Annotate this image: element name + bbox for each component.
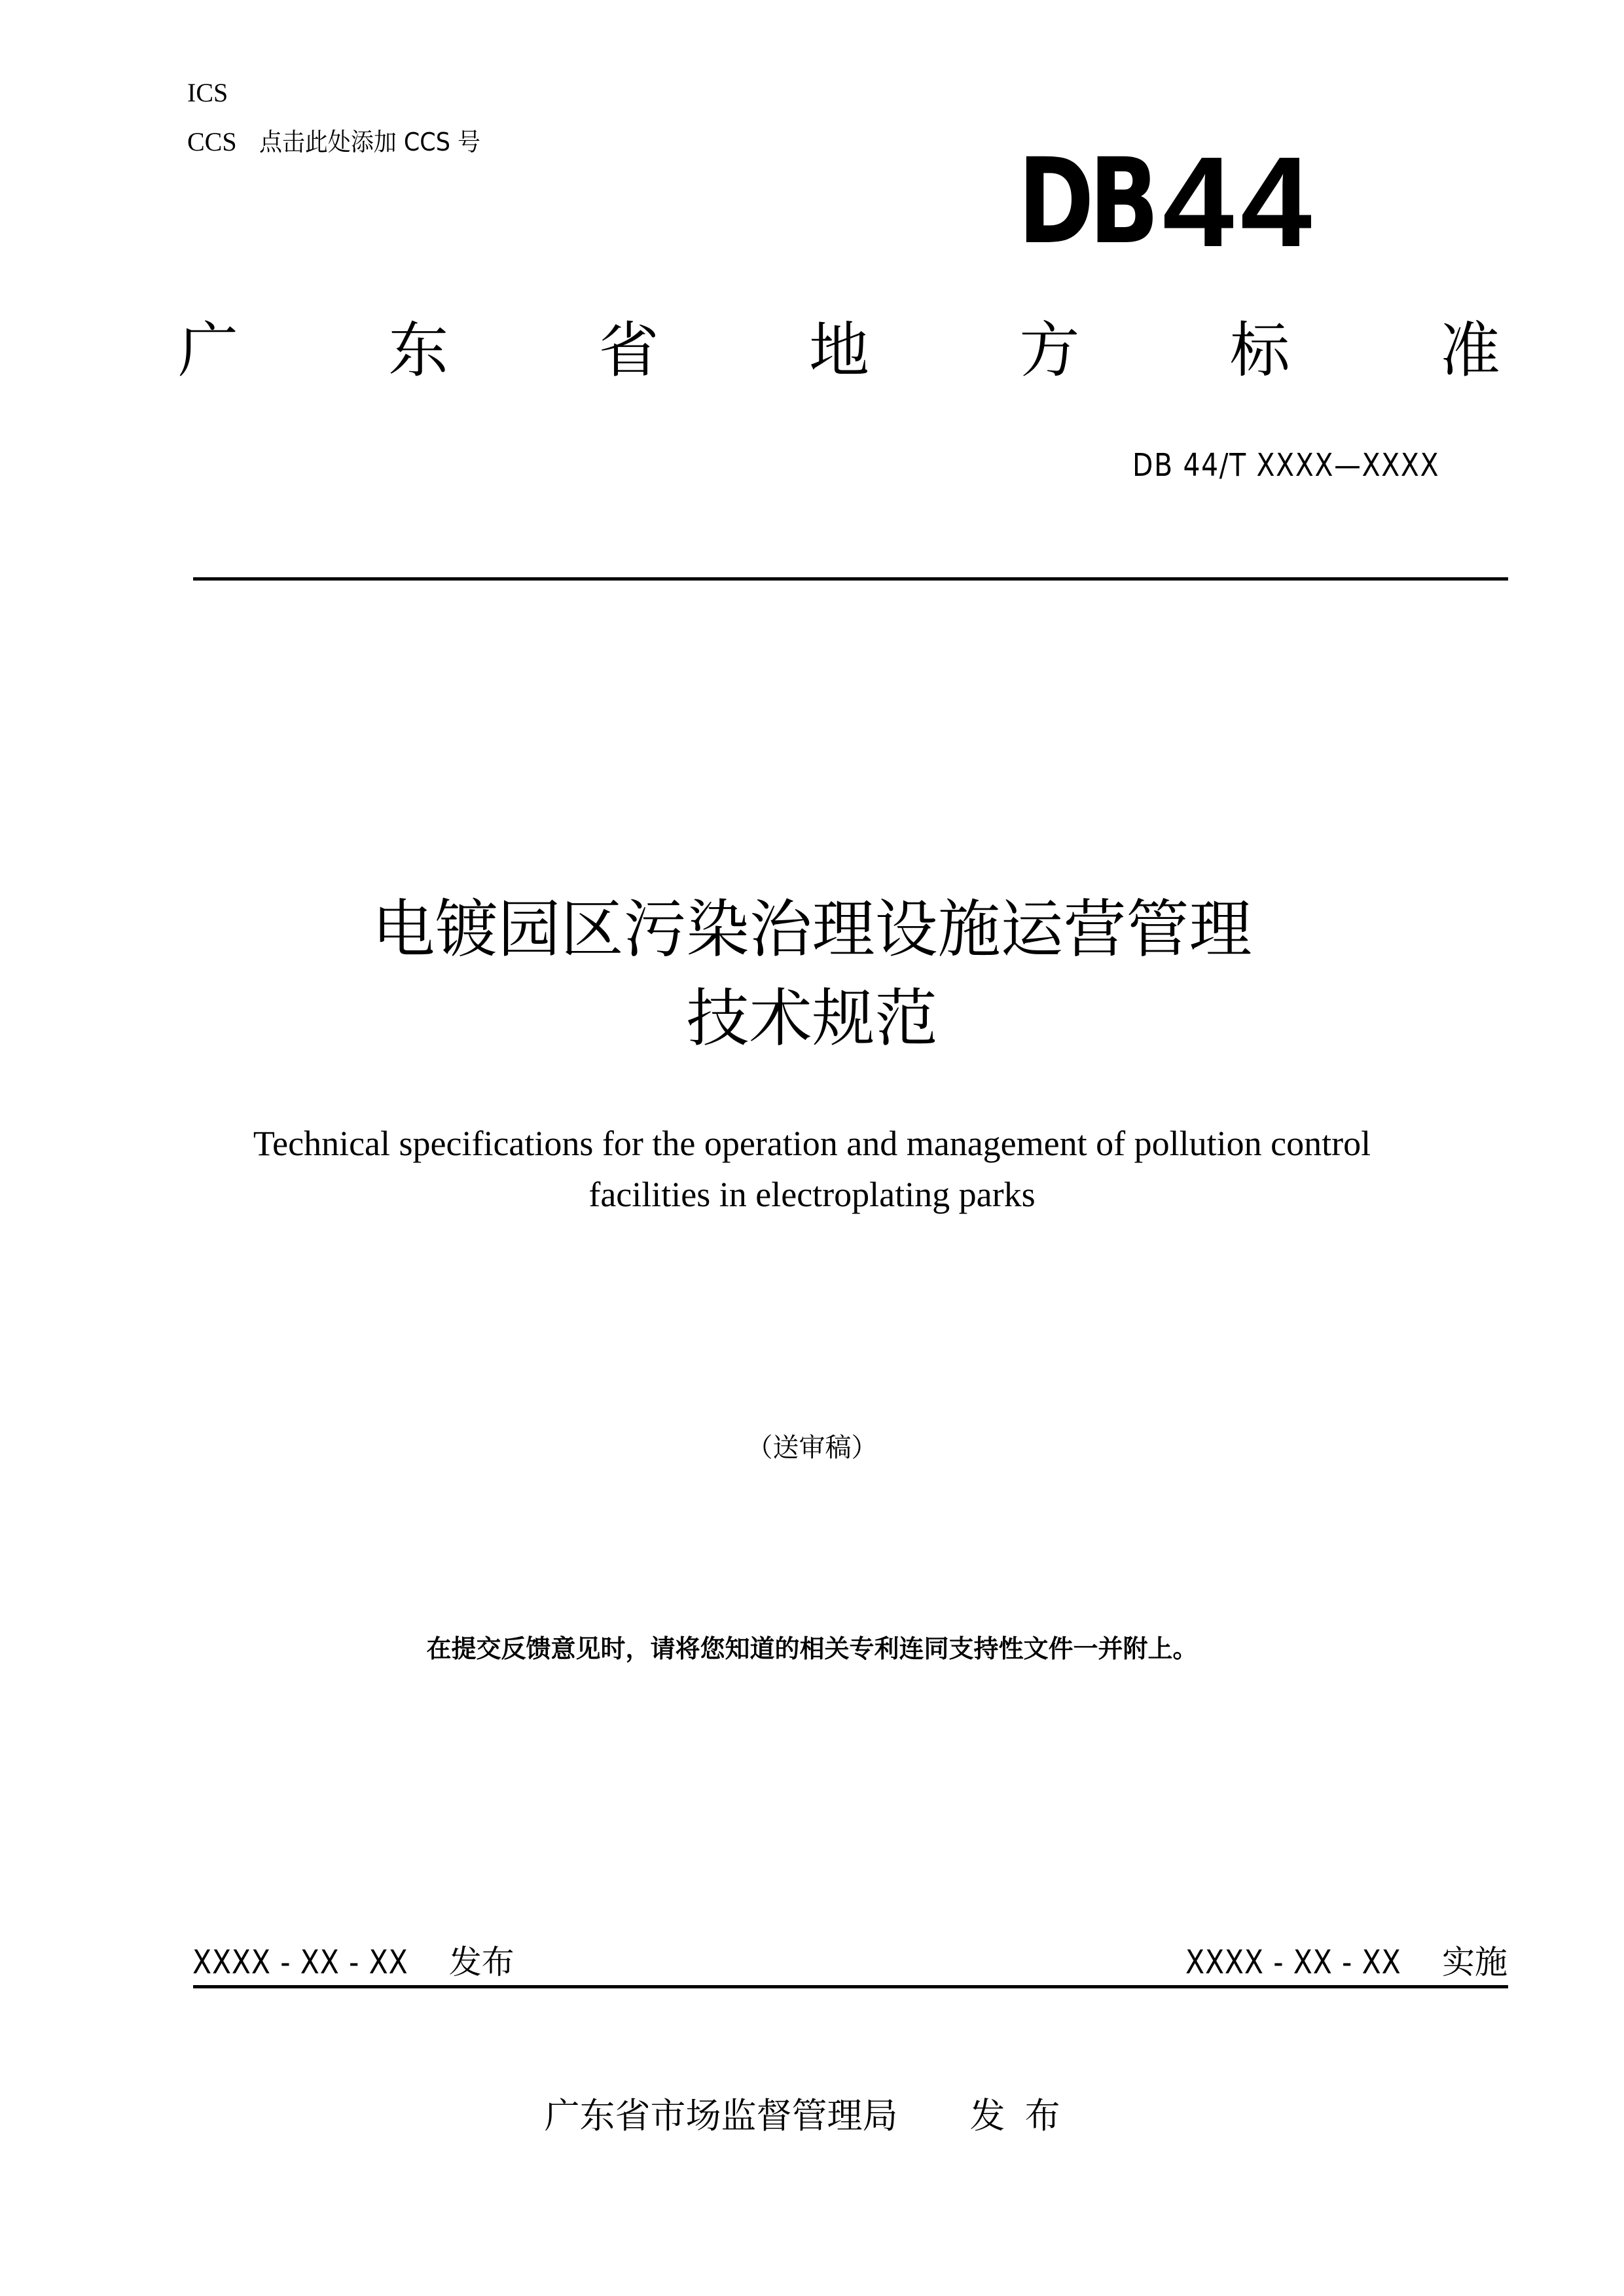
standard-type-char: 标 <box>1229 315 1290 386</box>
implementation-date <box>1185 1936 1507 1983</box>
implementation-date-suffix: 实施 <box>1442 1943 1507 1981</box>
english-title-line: Technical specifications for the operation and management of pollution control <box>253 1124 1371 1163</box>
draft-status: （送审稿） <box>746 1433 878 1463</box>
english-title <box>0 1118 1624 1220</box>
standard-type-char: 地 <box>808 315 869 386</box>
chinese-title-line: 电镀园区污染治理设施运营管理 <box>372 893 1252 966</box>
standard-type-char: 准 <box>1439 315 1500 386</box>
standard-type-char: 广 <box>178 315 239 386</box>
standard-number: DB 44/T XXXX—XXXX <box>1132 447 1440 484</box>
issuer-action: 发布 <box>969 2095 1080 2136</box>
issuer-line <box>0 2088 1624 2138</box>
english-title-line: facilities in electroplating parks <box>588 1175 1036 1214</box>
standard-type-char: 东 <box>388 315 449 386</box>
ccs-placeholder-hint[interactable]: 点击此处添加 CCS 号 <box>259 128 480 156</box>
publish-date-suffix: 发布 <box>448 1943 514 1981</box>
logo-number: 44 <box>1163 130 1319 274</box>
logo-letters: DB <box>1018 134 1154 270</box>
issuer-organization: 广东省市场监督管理局 <box>544 2095 898 2136</box>
patent-notice: 在提交反馈意见时，请将您知道的相关专利连同支持性文件一并附上。 <box>426 1634 1198 1663</box>
header-divider <box>193 577 1508 581</box>
publish-date <box>192 1936 514 1983</box>
publish-date-value: XXXX - XX - XX <box>192 1943 408 1981</box>
footer-divider <box>193 1985 1508 1988</box>
ccs-label: CCS <box>187 127 237 156</box>
standard-type-char: 省 <box>598 315 659 386</box>
ccs-field[interactable] <box>187 122 499 158</box>
standard-type-char: 方 <box>1019 315 1080 386</box>
chinese-title <box>0 885 1624 1063</box>
standard-type-heading <box>178 315 1500 386</box>
ics-label: ICS <box>187 78 228 107</box>
implementation-date-value: XXXX - XX - XX <box>1185 1943 1401 1981</box>
chinese-title-line: 技术规范 <box>686 982 938 1055</box>
db44-logo <box>1018 130 1319 274</box>
